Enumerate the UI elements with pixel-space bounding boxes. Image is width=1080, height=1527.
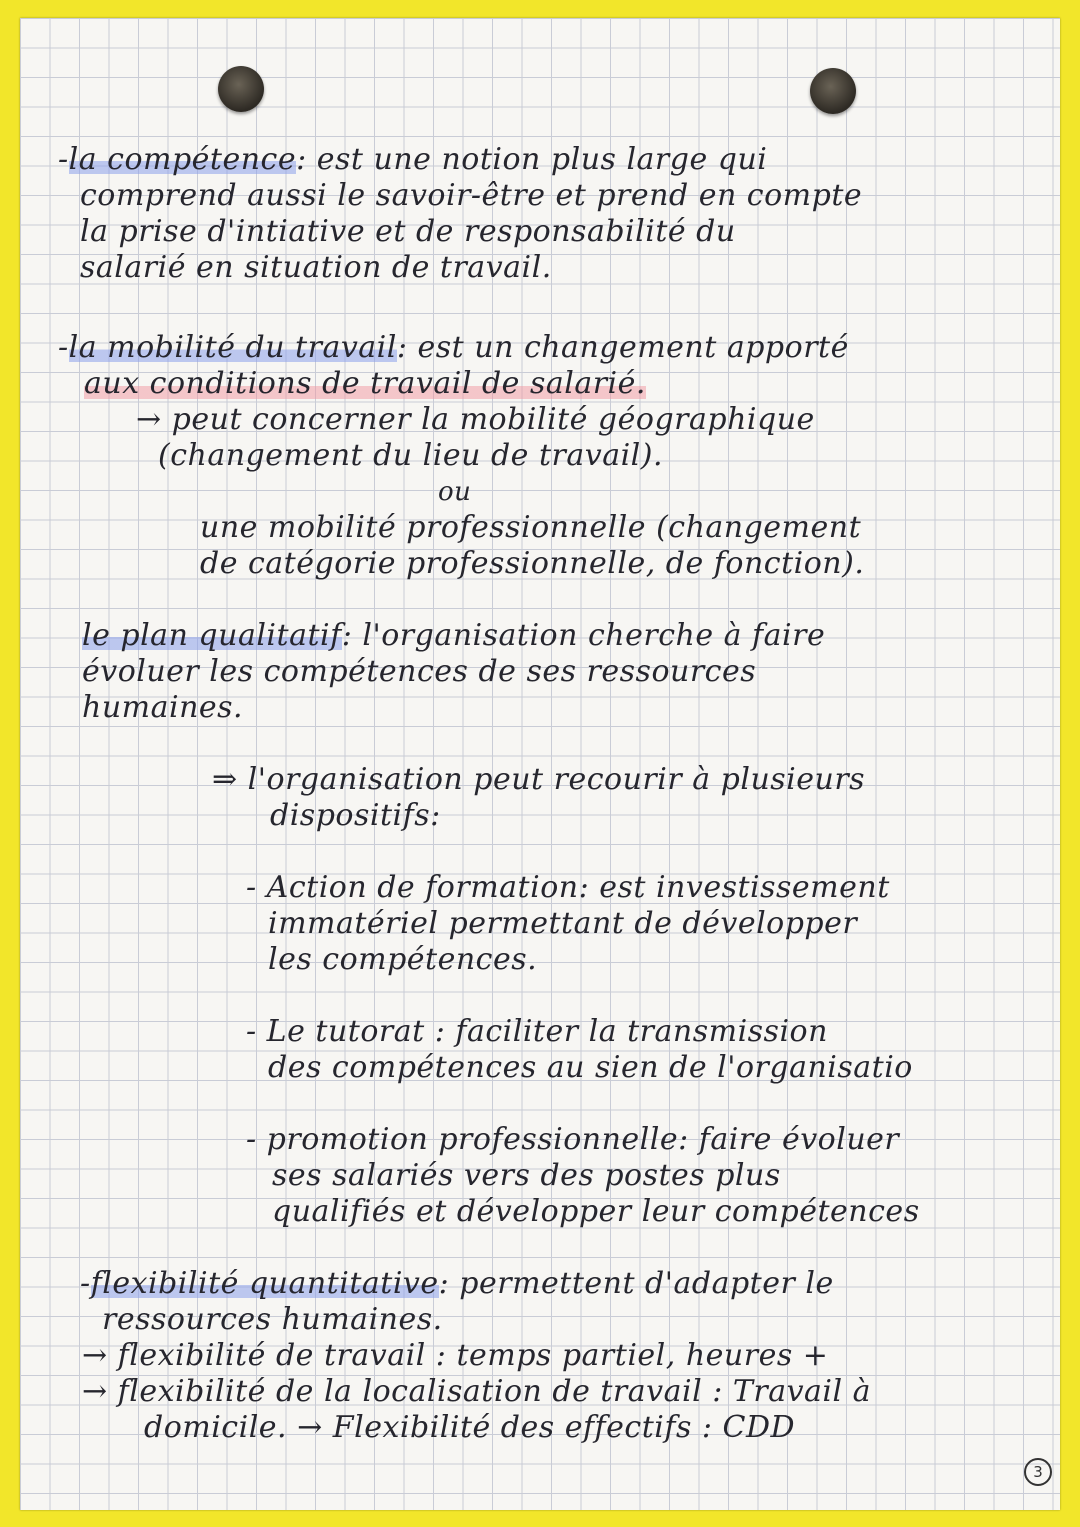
plan-line-5: dispositifs:: [270, 798, 441, 833]
mobilite-term: la mobilité du travail: [68, 330, 397, 365]
flexibilite-term: flexibilité quantitative: [90, 1266, 439, 1301]
competence-definition: : est une notion plus large qui: [296, 142, 768, 177]
competence-term: la compétence: [68, 142, 297, 177]
formation-line-2: immatériel permettant de développer: [268, 906, 858, 941]
notebook-page: [20, 18, 1060, 1510]
tutorat-line-1: - Le tutorat : faciliter la transmission: [246, 1014, 828, 1049]
plan-line-4: ⇒ l'organisation peut recourir à plusieurs: [212, 762, 866, 797]
promotion-line-1: - promotion professionnelle: faire évoluer: [246, 1122, 900, 1157]
formation-line-3: les compétences.: [268, 942, 538, 977]
flexibilite-line-4: → flexibilité de la localisation de travail : Travail à: [82, 1374, 872, 1409]
competence-line-4: salarié en situation de travail.: [80, 250, 552, 285]
mobilite-or: ou: [438, 477, 472, 507]
plan-line-2: évoluer les compétences de ses ressources: [82, 654, 757, 689]
flexibilite-line-3: → flexibilité de travail : temps partiel, heures +: [82, 1338, 829, 1373]
bullet-dash: -: [80, 1266, 91, 1301]
mobilite-line-1: [58, 330, 849, 366]
flexibilite-line-1: [80, 1266, 834, 1302]
plan-term: le plan qualitatif: [82, 618, 342, 653]
bullet-dash: -: [58, 142, 69, 177]
mobilite-line-5: une mobilité professionnelle (changement: [200, 510, 862, 545]
mobilite-definition: : est un changement apporté: [396, 330, 849, 365]
plan-definition: : l'organisation cherche à faire: [341, 618, 826, 653]
flexibilite-definition: : permettent d'adapter le: [438, 1266, 834, 1301]
promotion-line-3: qualifiés et développer leur compétences: [272, 1194, 920, 1229]
plan-line-1: [82, 618, 825, 654]
bullet-dash: -: [58, 330, 69, 365]
promotion-line-2: ses salariés vers des postes plus: [272, 1158, 781, 1193]
binder-hole-right: [810, 68, 856, 114]
mobilite-line-3: → peut concerner la mobilité géographique: [136, 402, 815, 437]
formation-line-1: - Action de formation: est investissement: [246, 870, 890, 905]
flexibilite-line-5: domicile. → Flexibilité des effectifs : CDD: [144, 1410, 796, 1445]
mobilite-line-6: de catégorie professionnelle, de fonction).: [200, 546, 865, 581]
competence-line-2: comprend aussi le savoir-être et prend en compte: [80, 178, 863, 213]
plan-line-3: humaines.: [82, 690, 244, 725]
tutorat-line-2: des compétences au sien de l'organisatio: [268, 1050, 913, 1085]
flexibilite-line-2: ressources humaines.: [102, 1302, 443, 1337]
page-number: 3: [1024, 1458, 1052, 1486]
mobilite-line-4: (changement du lieu de travail).: [158, 438, 664, 473]
binder-hole-left: [218, 66, 264, 112]
competence-line-3: la prise d'intiative et de responsabilité du: [80, 214, 736, 249]
mobilite-line-2: aux conditions de travail de salarié.: [84, 366, 646, 401]
competence-line-1: [58, 142, 767, 178]
